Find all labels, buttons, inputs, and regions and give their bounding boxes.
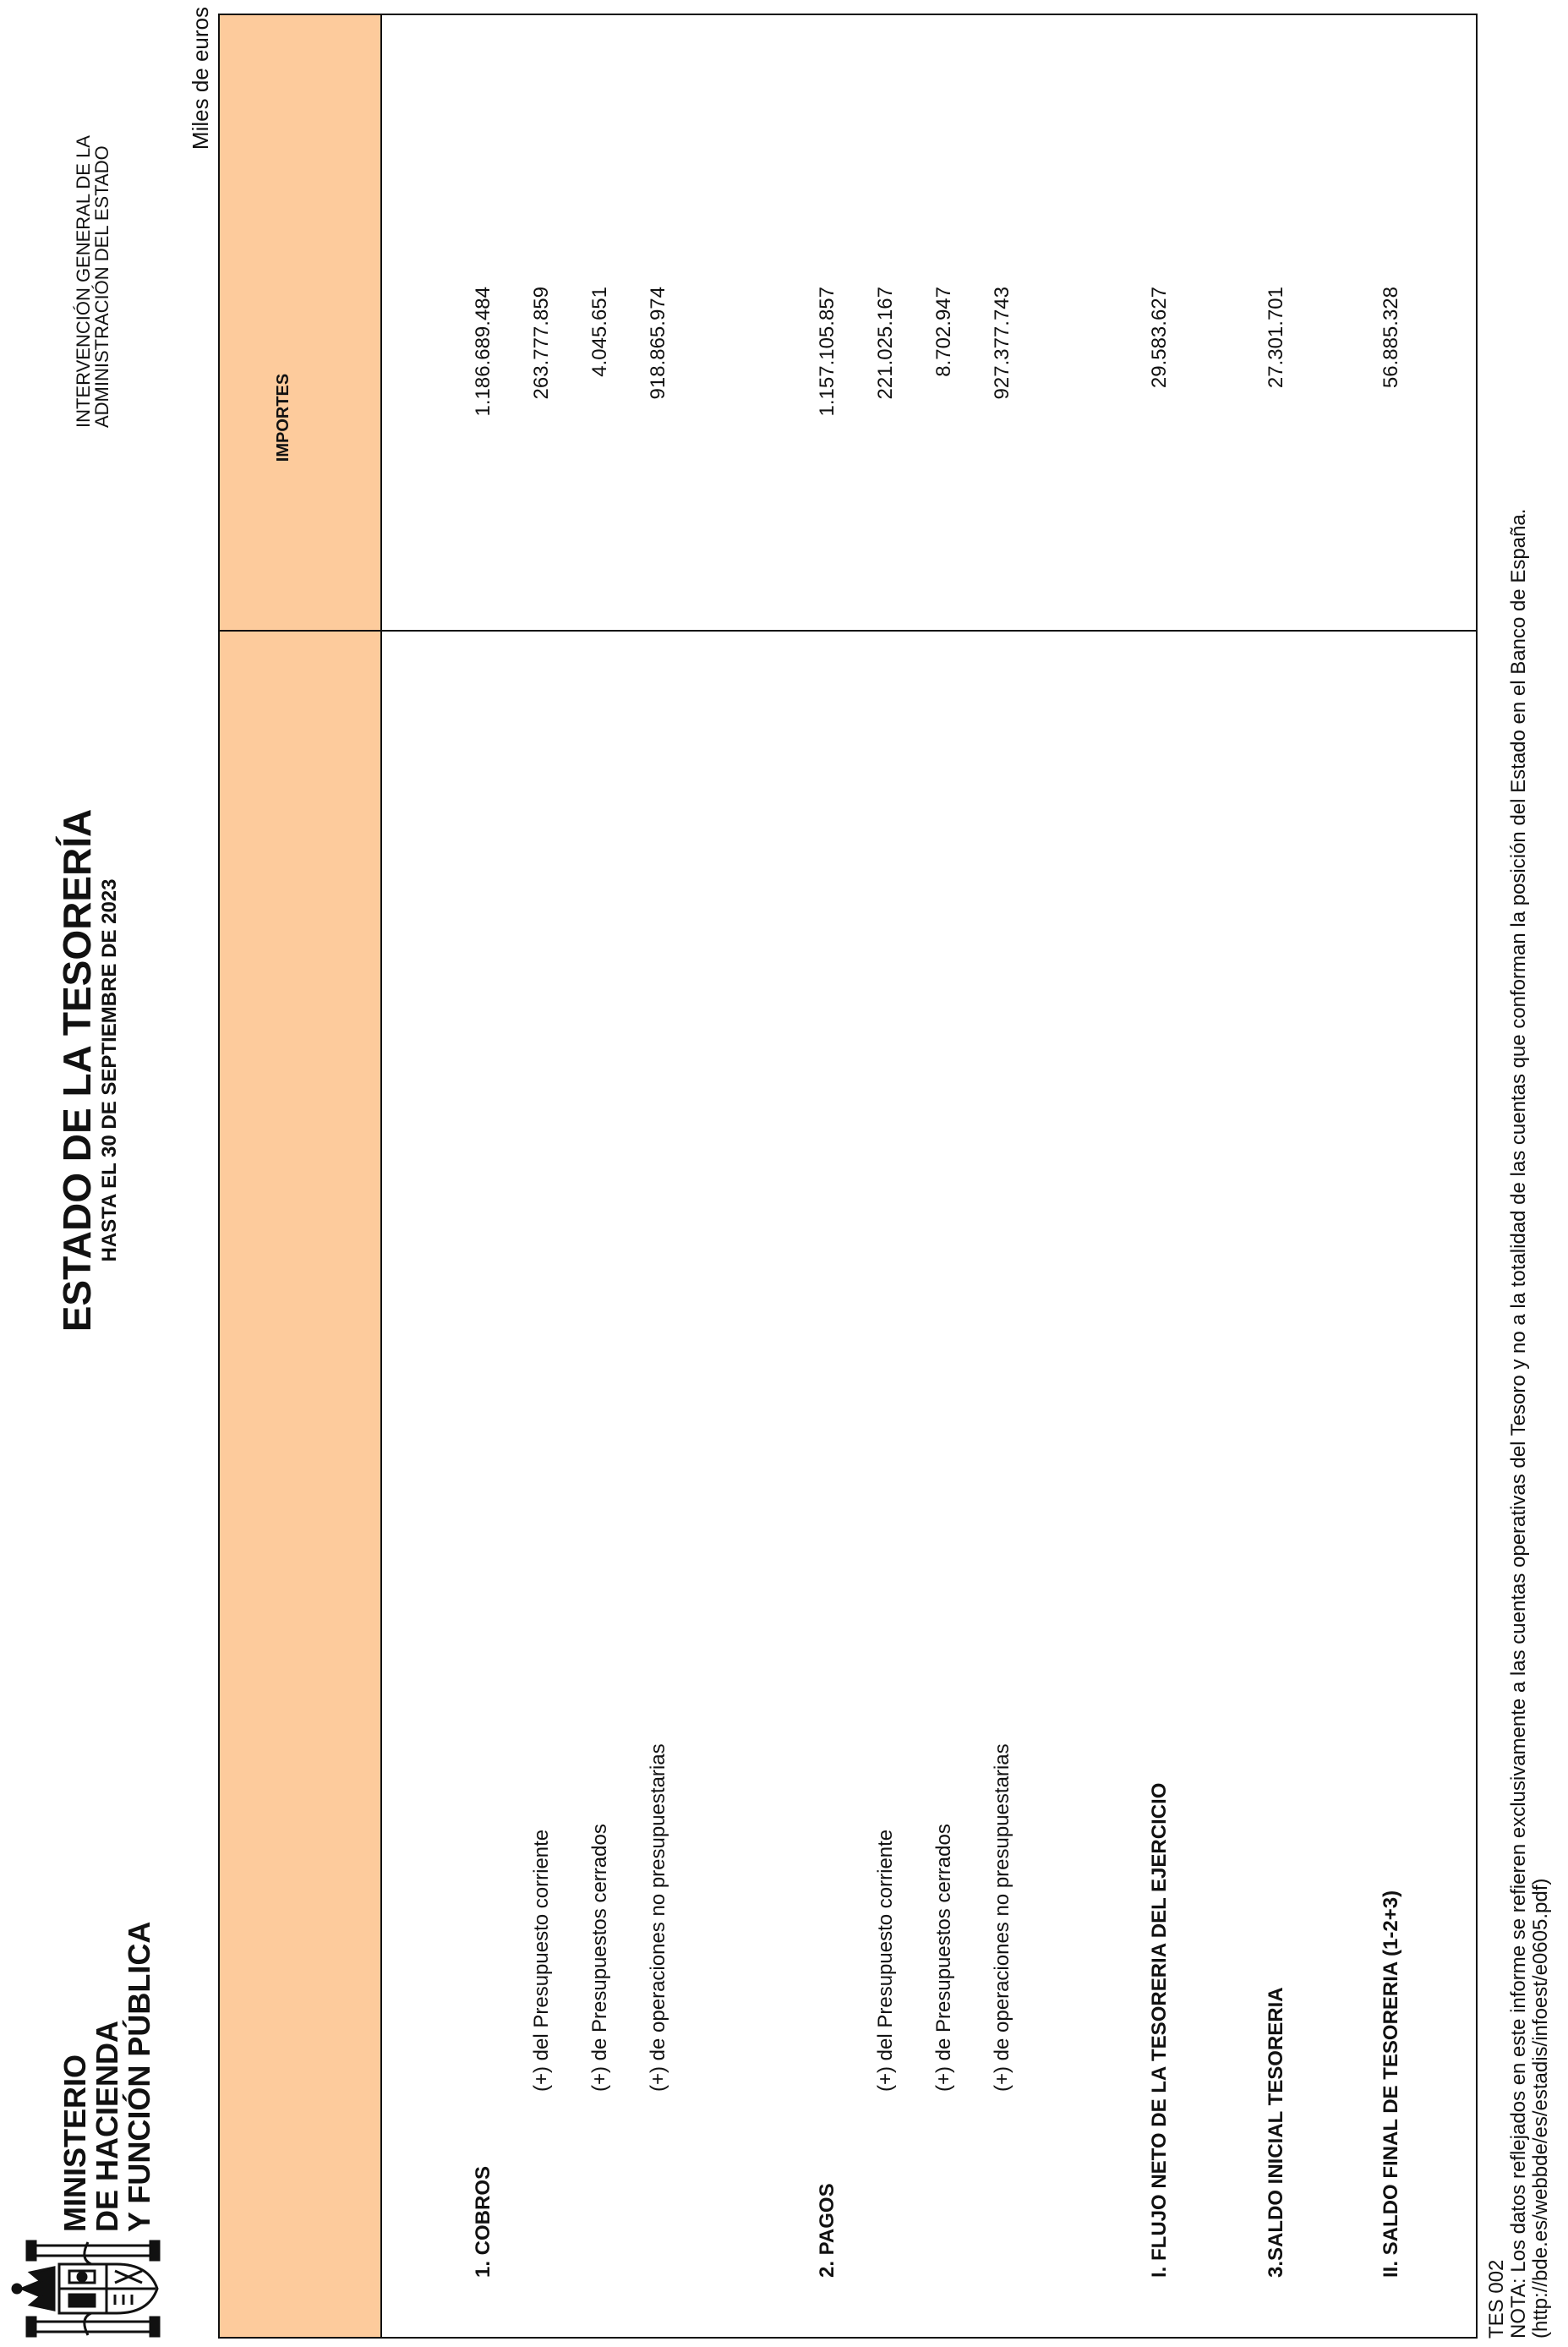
org-line: ADMINISTRACIÓN DEL ESTADO [91,145,112,428]
row-value-cobros: 1.186.689.484 [472,287,494,417]
row-value: 263.777.859 [530,287,553,400]
row-label: (+) del Presupuesto corriente [874,1829,897,2092]
column-header-importes: IMPORTES [274,373,292,462]
report-subtitle: HASTA EL 30 DE SEPTIEMBRE DE 2023 [98,878,121,1262]
row-label-flujo-neto: I. FLUJO NETO DE LA TESORERIA DEL EJERCICIO [1148,1782,1171,2278]
report-code: TES 002 [1485,2259,1508,2339]
column-divider [220,630,1476,632]
row-label: (+) del Presupuesto corriente [530,1829,553,2092]
row-value: 221.025.167 [874,287,897,400]
report-title-block [56,597,122,1544]
row-label: (+) de operaciones no presupuestarias [991,1743,1013,2092]
ministry-name [59,1922,156,2232]
units-label: Miles de euros [188,7,213,150]
row-value-pagos: 1.157.105.857 [816,287,839,417]
ministry-line: MINISTERIO [57,2054,92,2232]
coat-of-arms-logo [7,2239,169,2339]
footer-note: NOTA: Los datos reflejados en este informe se refieren exclusivamente a las cuentas operativas del Tesoro y no a la totalidad de las cuentas que conforman la posición del Estado en el Banco de España. [1507,508,1530,2339]
row-label-cobros: 1. COBROS [472,2165,494,2278]
row-label-saldo-final: II. SALDO FINAL DE TESORERIA (1-2+3) [1380,1890,1402,2278]
table-header-band [220,15,380,2337]
footer-notes [1486,509,1552,2339]
row-label: (+) de Presupuestos cerrados [932,1824,955,2092]
row-value: 918.865.974 [647,287,669,400]
row-label-saldo-inicial: 3.SALDO INICIAL TESORERIA [1265,1987,1287,2278]
footer-source-link: (http://bde.es/webbde/es/estadis/infoest/e0605.pdf) [1529,1878,1552,2339]
row-label: (+) de operaciones no presupuestarias [647,1743,669,2092]
report-title: ESTADO DE LA TESORERÍA [55,808,99,1332]
ministry-line: Y FUNCIÓN PÚBLICA [122,1921,156,2232]
row-value: 8.702.947 [932,287,955,377]
row-label: (+) de Presupuestos cerrados [588,1824,611,2092]
header-divider [380,15,382,2337]
issuing-organization [74,135,112,428]
row-value-saldo-final: 56.885.328 [1380,287,1402,389]
row-value-saldo-inicial: 27.301.701 [1265,287,1287,389]
treasury-table [218,14,1478,2339]
org-line: INTERVENCIÓN GENERAL DE LA [73,135,94,428]
ministry-line: DE HACIENDA [90,2020,124,2232]
row-value-flujo-neto: 29.583.627 [1148,287,1171,389]
row-label-pagos: 2. PAGOS [816,2183,839,2278]
row-value: 927.377.743 [991,287,1013,400]
row-value: 4.045.651 [588,287,611,377]
